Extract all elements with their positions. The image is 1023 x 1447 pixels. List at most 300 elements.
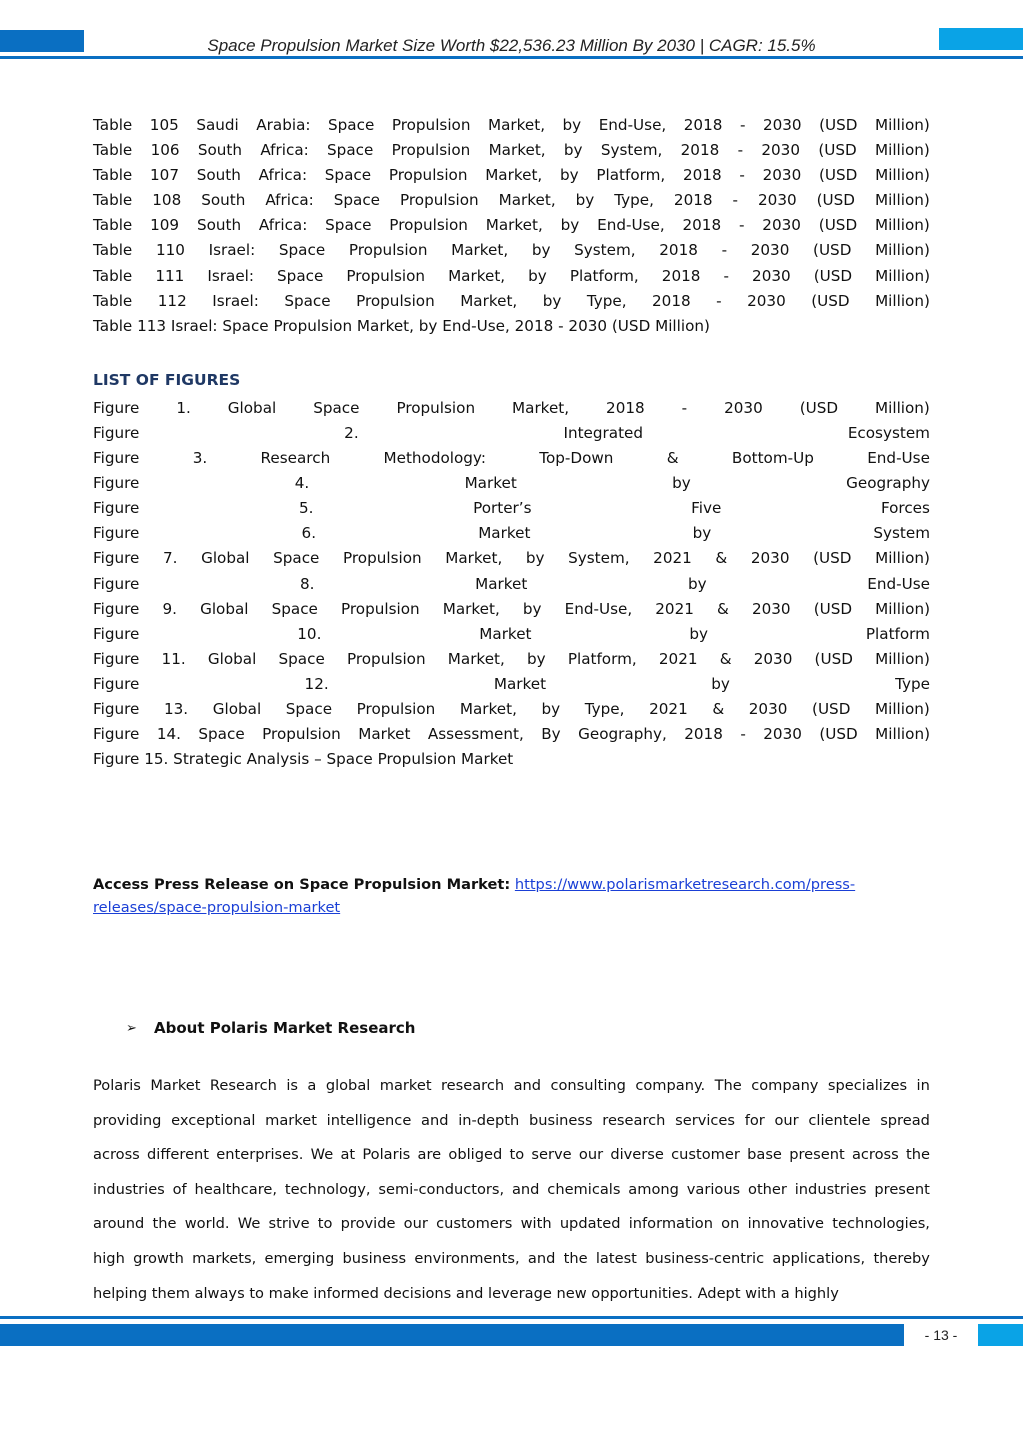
word: System, [568, 549, 630, 568]
word: Global [207, 649, 257, 668]
word: 2030 [763, 725, 802, 744]
word: Propulsion [400, 191, 479, 210]
word: Market [478, 524, 531, 543]
word: (USD [816, 191, 856, 210]
figure-entry [93, 396, 930, 421]
word: and [421, 1111, 449, 1129]
word: (USD [818, 141, 857, 160]
word: Propulsion [262, 725, 341, 744]
footer-rule [0, 1316, 1023, 1319]
word: - [681, 398, 688, 417]
word: Market [358, 725, 411, 744]
word: 1. [176, 398, 191, 417]
word: 106 [150, 141, 180, 160]
word: Million) [875, 725, 930, 744]
table-entry [93, 238, 930, 263]
word: 2018 [684, 725, 723, 744]
word: business-centric [645, 1249, 765, 1267]
word: (USD [799, 398, 839, 417]
paragraph-line [93, 1108, 930, 1143]
about-section-heading [126, 1019, 415, 1037]
word: Figure [93, 699, 140, 718]
figure-entry [93, 597, 930, 622]
word: South [197, 141, 243, 160]
word: (USD [819, 116, 858, 134]
word: Israel: [208, 241, 256, 260]
word: 5. [298, 499, 314, 518]
word: Table [93, 266, 133, 285]
word: serve [531, 1146, 572, 1164]
word: across [93, 1146, 140, 1164]
word: research [602, 1111, 666, 1129]
word: Table [93, 116, 133, 134]
word: Market [475, 574, 528, 593]
word: semi-conductors, [378, 1180, 505, 1198]
word: Top-Down [539, 449, 614, 468]
word: Market, [485, 216, 543, 235]
word: 8. [300, 574, 315, 593]
word: Space [198, 725, 245, 744]
press-release-block [93, 873, 930, 919]
word: Million) [875, 549, 930, 568]
word: - [721, 241, 728, 260]
word: Propulsion [348, 241, 428, 260]
word: Figure [93, 649, 140, 668]
word: and [511, 1180, 540, 1198]
list-of-tables [93, 113, 930, 339]
word: Ecosystem [847, 423, 930, 442]
word: Global [201, 549, 250, 568]
word: Figure [93, 725, 140, 744]
word: Figure [93, 449, 140, 468]
word: Propulsion [341, 599, 420, 618]
header-rule [0, 56, 1023, 59]
word: Space [333, 191, 381, 210]
word: Space [277, 266, 324, 285]
word: updated [559, 1215, 621, 1233]
word: 2030 [724, 398, 763, 417]
word: by [542, 291, 562, 310]
word: Propulsion [346, 649, 426, 668]
word: innovative [747, 1215, 825, 1233]
word: at [340, 1146, 356, 1164]
word: Figure [93, 624, 140, 643]
word: around [93, 1215, 145, 1233]
word: emerging [264, 1249, 335, 1267]
word: (USD [818, 166, 858, 185]
word: technology, [284, 1180, 371, 1198]
word: markets, [192, 1249, 257, 1267]
word: 4. [294, 474, 310, 493]
word: Table [93, 166, 133, 185]
word: to [317, 1215, 333, 1233]
word: Market, [460, 291, 518, 310]
word: high [93, 1249, 125, 1267]
word: Space [271, 599, 318, 618]
word: Research [209, 1077, 277, 1094]
word: Market, [488, 141, 546, 160]
word: spread [880, 1111, 930, 1129]
word: with [520, 1215, 552, 1233]
word: Market [479, 624, 532, 643]
word: 6. [301, 524, 317, 543]
word: and [527, 1249, 556, 1267]
figure-entry: Figure 15. Strategic Analysis – Space Propulsion Market [93, 750, 514, 769]
word: the [152, 1215, 177, 1233]
word: (USD [813, 549, 852, 568]
table-entry [93, 113, 930, 138]
word: 2018 [680, 141, 720, 160]
word: by [672, 474, 691, 493]
word: Table [93, 141, 133, 160]
word: - [739, 166, 745, 185]
word: Assessment, [427, 725, 524, 744]
word: enterprises. [216, 1146, 304, 1164]
word: Market [464, 474, 517, 493]
word: Global [227, 398, 277, 417]
word: present [874, 1180, 930, 1198]
word: exceptional [171, 1111, 256, 1129]
word: Platform, [569, 266, 639, 285]
word: & [719, 649, 732, 668]
word: market [265, 1111, 317, 1129]
word: Market, [512, 398, 570, 417]
word: world. [184, 1215, 230, 1233]
word: The [714, 1077, 742, 1094]
word: 2030 [762, 216, 801, 235]
word: Propulsion [356, 291, 435, 310]
word: 14. [156, 725, 181, 744]
page-number: - 13 - [924, 1327, 958, 1343]
word: base [747, 1146, 782, 1164]
word: business [342, 1249, 407, 1267]
word: Figure [93, 599, 140, 618]
word: We [237, 1215, 261, 1233]
word: provide [340, 1215, 396, 1233]
word: diverse [610, 1146, 664, 1164]
table-entry [93, 213, 930, 238]
word: (USD [813, 266, 853, 285]
word: Million) [875, 291, 930, 310]
word: Space [285, 699, 333, 718]
word: a [307, 1077, 317, 1094]
word: Type [895, 674, 930, 693]
word: Israel: [212, 291, 259, 310]
figure-entry [93, 722, 930, 747]
word: (USD [814, 649, 853, 668]
word: 11. [161, 649, 186, 668]
word: Type, [586, 291, 627, 310]
word: 9. [162, 599, 177, 618]
word: global [325, 1077, 371, 1094]
word: System, [574, 241, 636, 260]
word: Figure [93, 474, 140, 493]
word: Figure [93, 499, 140, 518]
word: is [286, 1077, 298, 1094]
word: End-Use, [598, 116, 667, 134]
word: 112 [157, 291, 187, 310]
paragraph-line [93, 1211, 930, 1246]
word: business [528, 1111, 593, 1129]
word: by [522, 599, 542, 618]
word: by [559, 166, 579, 185]
word: by [563, 141, 583, 160]
word: 2030 [762, 116, 802, 134]
word: (USD [812, 699, 851, 718]
word: 2030 [750, 549, 790, 568]
figure-entry [93, 446, 930, 471]
word: 2. [344, 423, 359, 442]
word: Million) [875, 649, 930, 668]
word: (USD [818, 216, 858, 235]
word: providing [93, 1111, 162, 1129]
word: 12. [304, 674, 329, 693]
word: clientele [808, 1111, 871, 1129]
word: Market, [447, 649, 505, 668]
word: by [528, 266, 547, 285]
word: healthcare, [194, 1180, 278, 1198]
word: Propulsion [389, 216, 468, 235]
press-release-link-line1: https://www.polarismarketresearch.com/press- [514, 876, 856, 893]
word: Million) [874, 216, 930, 235]
word: 2030 [753, 649, 793, 668]
word: by [525, 549, 545, 568]
table-entry: Table 113 Israel: Space Propulsion Market, by End-Use, 2018 - 2030 (USD Million) [93, 316, 710, 335]
header-left-block [0, 30, 84, 52]
word: our [403, 1215, 428, 1233]
word: company. [635, 1077, 706, 1094]
word: by [541, 699, 561, 718]
word: & [715, 549, 728, 568]
word: System [873, 524, 930, 543]
word: Figure [93, 674, 140, 693]
word: Market, [448, 266, 506, 285]
word: Market, [459, 699, 517, 718]
word: Polaris [362, 1146, 411, 1164]
word: Propulsion [391, 116, 471, 134]
word: Million) [875, 699, 930, 718]
word: Platform [865, 624, 930, 643]
word: consulting [550, 1077, 626, 1094]
word: Africa: [258, 216, 308, 235]
arrow-bullet-icon: ➢ [126, 1020, 137, 1036]
word: South [196, 166, 241, 185]
word: intelligence [326, 1111, 412, 1129]
word: information [628, 1215, 713, 1233]
word: Space [273, 549, 320, 568]
word: 10. [297, 624, 322, 643]
word: Global [200, 599, 249, 618]
word: Porter’s [473, 499, 532, 518]
word: 2030 [758, 191, 797, 210]
word: Space [278, 241, 326, 260]
word: by [687, 574, 707, 593]
word: End-Use [867, 449, 930, 468]
word: - [739, 116, 746, 134]
word: Geography, [578, 725, 667, 744]
word: Market, [498, 191, 556, 210]
table-entry [93, 289, 930, 314]
word: in [916, 1077, 930, 1094]
figure-entry [93, 471, 930, 496]
word: We [310, 1146, 334, 1164]
word: Table [93, 216, 133, 235]
word: (USD [813, 241, 852, 260]
word: 2030 [747, 291, 786, 310]
table-entry [93, 163, 930, 188]
footer-bar [0, 1324, 904, 1346]
word: & [666, 449, 679, 468]
word: South [201, 191, 246, 210]
word: Polaris [93, 1077, 141, 1094]
word: 2018 [652, 291, 691, 310]
list-of-figures [93, 396, 930, 772]
figure-entry [93, 521, 930, 546]
word: Propulsion [356, 699, 436, 718]
word: services [675, 1111, 735, 1129]
word: 111 [155, 266, 185, 285]
word: Israel: [207, 266, 254, 285]
word: Bottom-Up [731, 449, 814, 468]
word: Million) [874, 191, 930, 210]
word: across [851, 1146, 899, 1164]
word: the [905, 1146, 930, 1164]
word: 2018 [606, 398, 645, 417]
paragraph-line [93, 1142, 930, 1177]
word: by [575, 191, 595, 210]
word: by [689, 624, 709, 643]
paragraph-line [93, 1073, 930, 1108]
word: South [196, 216, 242, 235]
word: 2021 [653, 549, 692, 568]
word: Arabia: [256, 116, 311, 134]
word: are [417, 1146, 442, 1164]
word: Market, [451, 241, 509, 260]
word: 2018 [659, 241, 698, 260]
word: 7. [162, 549, 178, 568]
word: Million) [875, 398, 930, 417]
figure-entry [93, 421, 930, 446]
word: Geography [846, 474, 930, 493]
word: technologies, [832, 1215, 930, 1233]
word: company [751, 1077, 819, 1094]
word: Platform, [596, 166, 666, 185]
word: Saudi [196, 116, 239, 134]
word: 2030 [761, 141, 801, 160]
word: different [147, 1146, 210, 1164]
word: 105 [149, 116, 179, 134]
word: Space [325, 216, 372, 235]
word: Platform, [567, 649, 637, 668]
word: Propulsion [388, 166, 468, 185]
word: our [774, 1111, 799, 1129]
word: 109 [150, 216, 180, 235]
word: for [744, 1111, 765, 1129]
word: Type, [614, 191, 654, 210]
word: 2030 [752, 266, 791, 285]
word: various [686, 1180, 741, 1198]
footer-right-block [978, 1324, 1023, 1346]
table-entry [93, 138, 930, 163]
word: Million) [875, 241, 930, 260]
press-release-label: Access Press Release on Space Propulsion Market: [93, 876, 511, 893]
figure-entry [93, 672, 930, 697]
word: to [509, 1146, 525, 1164]
word: Space [313, 398, 360, 417]
word: Market [150, 1077, 201, 1094]
word: Million) [875, 116, 930, 134]
press-release-link-line2: releases/space-propulsion-market [93, 899, 341, 916]
word: Africa: [258, 166, 308, 185]
word: - [740, 725, 746, 744]
word: Space [284, 291, 331, 310]
word: - [716, 291, 722, 310]
word: chemicals [547, 1180, 621, 1198]
word: and [513, 1077, 542, 1094]
word: thereby [873, 1249, 930, 1267]
word: End-Use, [564, 599, 633, 618]
word: Space [327, 141, 374, 160]
paragraph-line: helping them always to make informed decisions and leverage new opportunities. Adept with a highly [93, 1284, 839, 1302]
word: - [732, 191, 739, 210]
word: (USD [813, 599, 853, 618]
word: 2018 [673, 191, 713, 210]
figure-entry [93, 622, 930, 647]
word: industries [93, 1180, 165, 1198]
table-entry [93, 264, 930, 289]
figure-entry [93, 647, 930, 672]
table-entry [93, 188, 930, 213]
figure-entry [93, 697, 930, 722]
word: 13. [163, 699, 189, 718]
word: strive [268, 1215, 310, 1233]
word: among [628, 1180, 679, 1198]
word: the [563, 1249, 588, 1267]
word: Methodology: [383, 449, 486, 468]
about-heading-text: About Polaris Market Research [154, 1019, 416, 1037]
word: present [789, 1146, 845, 1164]
word: 2030 [762, 166, 802, 185]
word: by [560, 216, 580, 235]
word: Million) [875, 166, 930, 185]
word: other [748, 1180, 787, 1198]
word: our [578, 1146, 604, 1164]
word: - [723, 266, 729, 285]
word: & [712, 699, 725, 718]
word: Propulsion [346, 266, 426, 285]
word: market [379, 1077, 432, 1094]
word: 2021 [655, 599, 694, 618]
word: Market, [442, 599, 500, 618]
word: 2021 [649, 699, 688, 718]
word: 3. [192, 449, 208, 468]
word: 2030 [751, 599, 791, 618]
figure-entry [93, 546, 930, 571]
word: environments, [414, 1249, 520, 1267]
word: Research [260, 449, 331, 468]
word: Integrated [563, 423, 644, 442]
word: Space [324, 166, 372, 185]
word: specializes [827, 1077, 908, 1094]
word: Table [93, 291, 133, 310]
word: Propulsion [396, 398, 476, 417]
word: 107 [150, 166, 180, 185]
word: in-depth [458, 1111, 520, 1129]
word: System, [600, 141, 663, 160]
word: Table [93, 241, 133, 260]
page-header-title: Space Propulsion Market Size Worth $22,536.23 Million By 2030 | CAGR: 15.5% [207, 36, 816, 55]
word: Market, [487, 116, 546, 134]
